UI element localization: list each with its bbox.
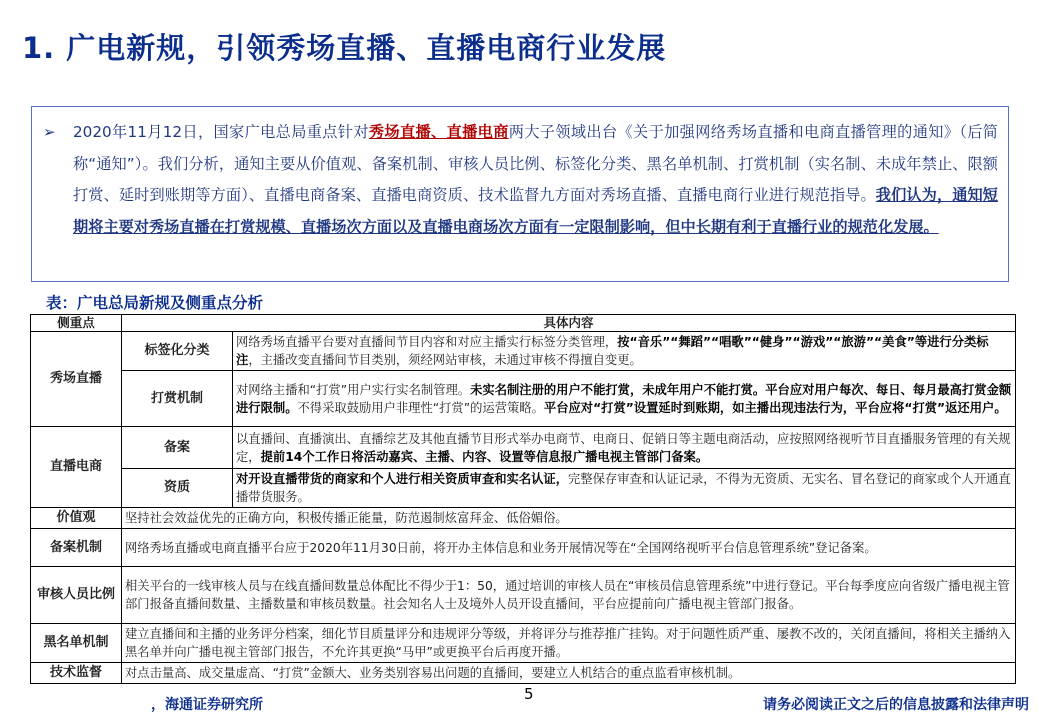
content-zizhi: 对开设直播带货的商家和个人进行相关资质审查和实名认证，完整保存审查和认证记录，不得为无资质、无实名、冒名登记的商家或个人开通直播带货服务。 [233,469,1016,508]
content-beianjz: 网络秀场直播或电商直播平台应于2020年11月30日前，将开办主体信息和业务开展情况等在“全国网络视听平台信息管理系统”登记备案。 [122,529,1016,567]
summary-box [31,106,1009,282]
arrow-bullet-icon: ➢ [43,123,56,141]
table-row [31,567,1016,624]
table-row [31,663,1016,684]
table-row [31,427,1016,469]
category-beianjz: 备案机制 [31,529,122,567]
category-xiuchang: 秀场直播 [31,332,122,427]
footer-source: ，海通证券研究所 [151,697,263,713]
content-jishu: 对点击量高、成交量虚高、“打赏”金额大、业务类别容易出问题的直播间，要建立人机结合的重点监看审核机制。 [122,663,1016,684]
sub-zizhi: 资质 [122,469,233,508]
category-jiazhi: 价值观 [31,508,122,529]
table-row [31,371,1016,427]
summary-text [43,117,998,243]
table-row [31,624,1016,663]
sub-dashang: 打赏机制 [122,371,233,427]
category-dianshang: 直播电商 [31,427,122,508]
footer-disclaimer: 请务必阅读正文之后的信息披露和法律声明 [763,697,1029,713]
category-heimingdan: 黑名单机制 [31,624,122,663]
content-shenhe: 相关平台的一线审核人员与在线直播间数量总体配比不得少于1：50，通过培训的审核人员在“审核员信息管理系统”中进行登记。平台每季度应向省级广播电视主管部门报备直播间数量、主播数量和审核员数量。社会知名人士及境外人员开设直播间，平台应提前向广播电视主管部门报备。 [122,567,1016,624]
sub-biaoqian: 标签化分类 [122,332,233,371]
summary-highlight2: 我们认为，通知短期将主要对秀场直播在打赏规模、直播场次方面以及直播电商场次方面有一定限制影响，但中长期有利于直播行业的规范化发展。 [73,186,998,236]
table-row [31,469,1016,508]
content-heimingdan: 建立直播间和主播的业务评分档案，细化节目质量评分和违规评分等级，并将评分与推荐推广挂钩。对于问题性质严重、屡教不改的，关闭直播间，将相关主播纳入黑名单并向广播电视主管部门报告，不允许其更换“马甲”或更换平台后再度开播。 [122,624,1016,663]
header-content: 具体内容 [122,315,1016,332]
regulation-table [30,314,1016,684]
content-dashang: 对网络主播和“打赏”用户实行实名制管理。未实名制注册的用户不能打赏，未成年用户不能打赏。平台应对用户每次、每日、每月最高打赏金额进行限制。不得采取鼓励用户非理性“打赏”的运营策略。平台应对“打赏”设置延时到账期，如主播出现违法行为，平台应将“打赏”返还用户。 [233,371,1016,427]
table-header-row [31,315,1016,332]
table-caption: 表：广电总局新规及侧重点分析 [46,294,264,312]
page-title: 1. 广电新规，引领秀场直播、直播电商行业发展 [22,31,667,65]
sub-beian: 备案 [122,427,233,469]
summary-part2: 两大子领域出台《关于加强网络秀场直播和电商直播管理的通知》（后简称“通知”）。我们分析，通知主要从价值观、备案机制、审核人员比例、标签化分类、黑名单机制、打赏机制（实名制、未成年禁止、限额打赏、延时到账期等方面）、直播电商备案、直播电商资质、技术监督九方面对秀场直播、直播电商行业进行规范指导。 [73,123,998,204]
page-number: 5 [524,685,534,703]
summary-highlight1: 秀场直播、直播电商 [368,123,509,141]
content-jiazhi: 坚持社会效益优先的正确方向，积极传播正能量，防范遏制炫富拜金、低俗媚俗。 [122,508,1016,529]
category-jishu: 技术监督 [31,663,122,684]
table-row [31,332,1016,371]
table-row [31,529,1016,567]
content-biaoqian: 网络秀场直播平台要对直播间节目内容和对应主播实行标签分类管理，按“音乐”“舞蹈”“唱歌”“健身”“游戏”“旅游”“美食”等进行分类标注，主播改变直播间节目类别，须经网站审核，未通过审核不得擅自变更。 [233,332,1016,371]
table-row [31,508,1016,529]
summary-part1: 2020年11月12日，国家广电总局重点针对 [73,123,369,141]
header-focus: 侧重点 [31,315,122,332]
category-shenhe: 审核人员比例 [31,567,122,624]
content-beian: 以直播间、直播演出、直播综艺及其他直播节目形式举办电商节、电商日、促销日等主题电商活动，应按照网络视听节目直播服务管理的有关规定，提前14个工作日将活动嘉宾、主播、内容、设置等信息报广播电视主管部门备案。 [233,427,1016,469]
